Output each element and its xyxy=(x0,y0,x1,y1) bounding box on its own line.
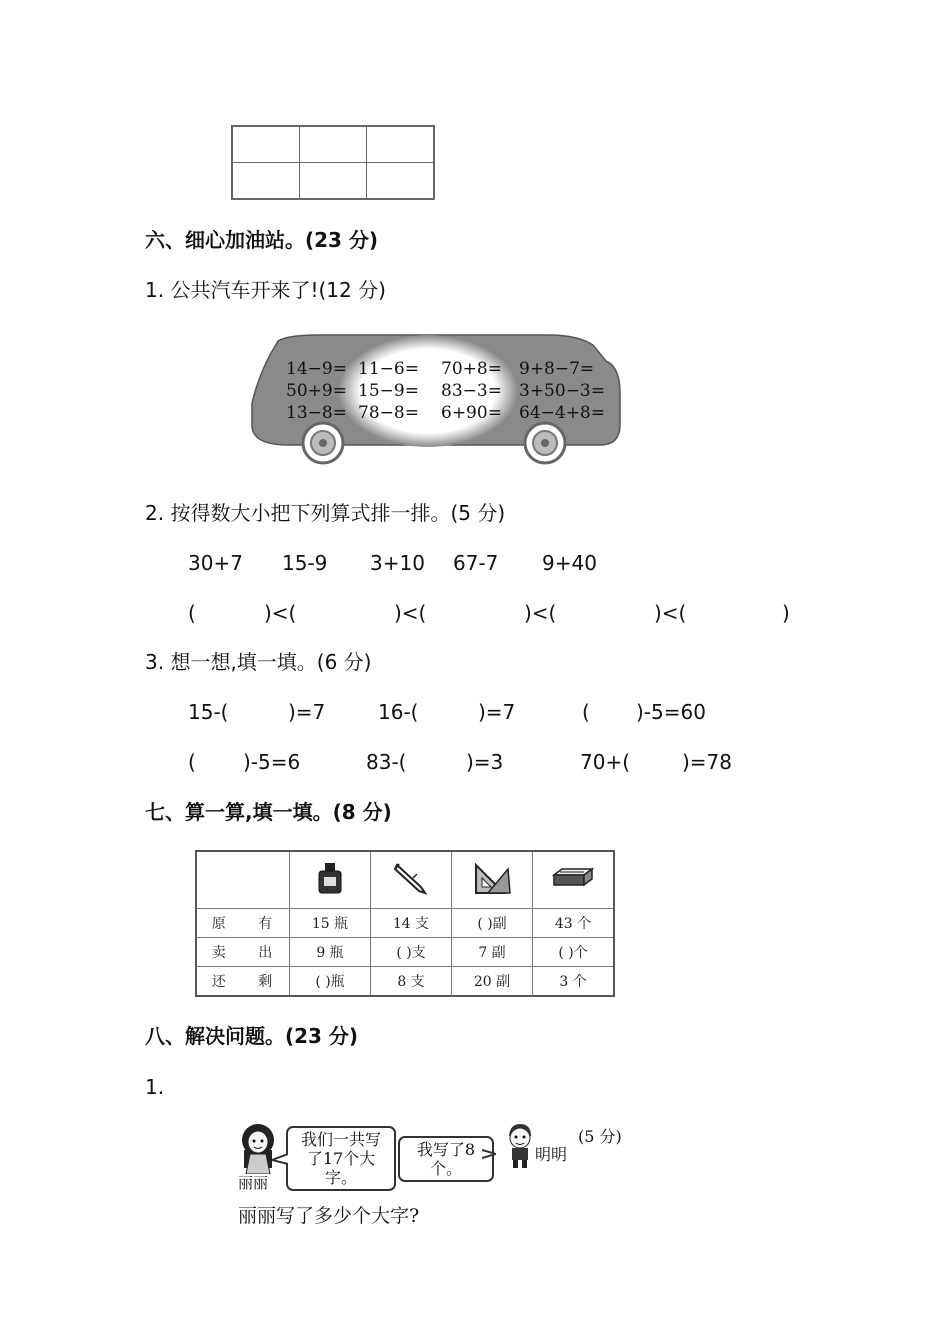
pen-icon xyxy=(393,861,429,895)
bubble-line: 了17个大字。 xyxy=(306,1149,376,1187)
fill-expression: 70+( xyxy=(580,750,631,774)
table-cell-blank[interactable]: ( )瓶 xyxy=(290,967,371,997)
blank-close: ) xyxy=(782,601,790,625)
table-cell: 14 支 xyxy=(371,909,452,938)
question-6-1-label: 1. 公共汽车开来了!(12 分) xyxy=(145,278,386,302)
section-8-title: 八、解决问题。(23 分) xyxy=(145,1024,359,1048)
eraser-box-icon xyxy=(550,863,596,893)
table-icon-cell xyxy=(290,851,371,909)
speech-bubble-mingming: 我写了8个。 xyxy=(398,1136,494,1182)
bus-column-4 xyxy=(519,358,605,424)
bus-column-1 xyxy=(286,358,347,424)
section-6-title: 六、细心加油站。(23 分) xyxy=(145,228,379,252)
bus-equation: 70+8= xyxy=(441,359,502,379)
stationery-table xyxy=(195,850,615,997)
fill-expression: 15-( xyxy=(188,700,229,724)
table-cell: 7 副 xyxy=(452,938,533,967)
table-cell: 43 个 xyxy=(533,909,615,938)
blank-compare[interactable]: )<( xyxy=(394,601,427,625)
expression: 67-7 xyxy=(453,551,499,575)
grid-cell xyxy=(232,126,300,163)
bus-equation: 9+8−7= xyxy=(519,359,595,379)
girl-avatar-icon xyxy=(238,1122,278,1174)
bus-equation: 3+50−3= xyxy=(519,381,605,401)
bus-equation: 15−9= xyxy=(358,381,419,401)
expression: 15-9 xyxy=(282,551,328,575)
table-icon-cell xyxy=(533,851,615,909)
table-icon-cell xyxy=(452,851,533,909)
bubble-line: 我们一共写 xyxy=(300,1130,381,1149)
grid-cell xyxy=(300,126,367,163)
bus-equation: 13−8= xyxy=(286,403,347,423)
question-8-1-label: 1. xyxy=(145,1075,165,1099)
grid-cell xyxy=(367,163,435,200)
fill-expression[interactable]: )=3 xyxy=(466,750,504,774)
table-corner xyxy=(196,851,290,909)
question-6-2-label: 2. 按得数大小把下列算式排一排。(5 分) xyxy=(145,501,506,525)
bus-equation: 78−8= xyxy=(358,403,419,423)
grid-cell xyxy=(367,126,435,163)
grid-cell xyxy=(232,163,300,200)
blank-compare[interactable]: )<( xyxy=(654,601,687,625)
bus-column-2 xyxy=(358,358,419,424)
table-cell-blank[interactable]: ( )支 xyxy=(371,938,452,967)
name-lili: 丽丽 xyxy=(238,1174,269,1192)
expression: 9+40 xyxy=(542,551,597,575)
row-label: 原 有 xyxy=(196,909,290,938)
ink-bottle-icon xyxy=(315,861,345,895)
speech-bubble-lili xyxy=(286,1126,396,1191)
bubble-tail-icon xyxy=(272,1152,288,1166)
fill-expression: 16-( xyxy=(378,700,419,724)
row-label: 还 剩 xyxy=(196,967,290,997)
fill-expression[interactable]: )-5=6 xyxy=(243,750,301,774)
bus-equation: 83−3= xyxy=(441,381,502,401)
fill-expression: ( xyxy=(188,750,196,774)
question-text: 丽丽写了多少个大字? xyxy=(238,1205,420,1227)
fill-expression[interactable]: )=7 xyxy=(478,700,516,724)
fill-expression: ( xyxy=(582,700,590,724)
table-cell-blank[interactable]: ( )个 xyxy=(533,938,615,967)
name-mingming: 明明 xyxy=(535,1145,568,1164)
table-cell: 9 瓶 xyxy=(290,938,371,967)
bus-equation: 6+90= xyxy=(441,403,502,423)
bus-illustration xyxy=(248,333,622,466)
question-6-3-label: 3. 想一想,填一填。(6 分) xyxy=(145,650,372,674)
answer-grid xyxy=(231,125,435,200)
table-icon-cell xyxy=(371,851,452,909)
bus-equation: 11−6= xyxy=(358,359,419,379)
expression: 30+7 xyxy=(188,551,243,575)
score-label: (5 分) xyxy=(578,1127,622,1146)
row-label: 卖 出 xyxy=(196,938,290,967)
grid-cell xyxy=(300,163,367,200)
blank-compare[interactable]: )<( xyxy=(264,601,297,625)
fill-expression: 83-( xyxy=(366,750,407,774)
bus-equation: 64−4+8= xyxy=(519,403,605,423)
fill-expression[interactable]: )-5=60 xyxy=(636,700,706,724)
table-cell-blank[interactable]: ( )副 xyxy=(452,909,533,938)
blank-compare[interactable]: )<( xyxy=(524,601,557,625)
blank-open: ( xyxy=(188,601,196,625)
table-cell: 3 个 xyxy=(533,967,615,997)
table-cell: 20 副 xyxy=(452,967,533,997)
bus-column-3 xyxy=(441,358,502,424)
table-cell: 15 瓶 xyxy=(290,909,371,938)
fill-expression[interactable]: )=78 xyxy=(682,750,733,774)
bus-equation: 14−9= xyxy=(286,359,347,379)
expression: 3+10 xyxy=(370,551,425,575)
bus-equation: 50+9= xyxy=(286,381,347,401)
ruler-set-icon xyxy=(472,861,512,895)
section-7-title: 七、算一算,填一填。(8 分) xyxy=(145,800,392,824)
bubble-tail-icon xyxy=(482,1148,496,1160)
boy-avatar-icon xyxy=(504,1122,536,1168)
table-cell: 8 支 xyxy=(371,967,452,997)
fill-expression[interactable]: )=7 xyxy=(288,700,326,724)
